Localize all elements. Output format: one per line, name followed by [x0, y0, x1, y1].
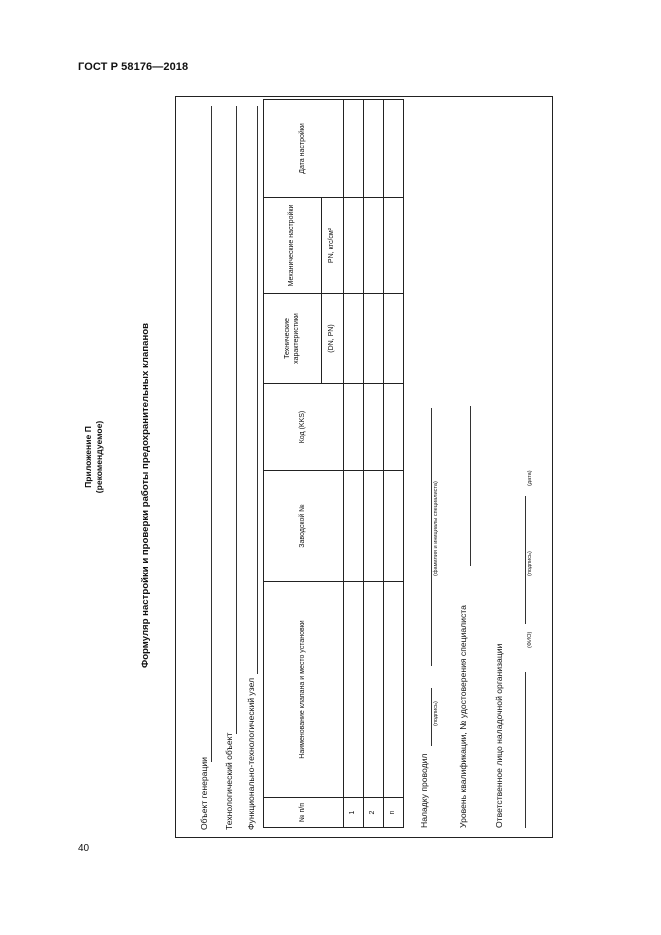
qual-label: Уровень квалификации, № удостоверения специалиста: [458, 605, 468, 828]
col-serial-header: Заводской №: [264, 471, 344, 582]
col-date-header: Дата настройки: [264, 100, 344, 198]
field-node-label: Функционально-технологический узел: [246, 677, 256, 830]
col-code-header: Код (KKS): [264, 384, 344, 471]
sign-caption: (подпись): [527, 551, 533, 576]
table-row: [384, 100, 404, 828]
col-tech-header: Технические характеристики: [264, 294, 322, 384]
adjust-name-line[interactable]: [431, 408, 432, 666]
qual-line[interactable]: [470, 406, 471, 566]
responsible-fio-line[interactable]: [525, 672, 526, 828]
responsible-date-line[interactable]: [525, 496, 526, 538]
cell-tech[interactable]: [364, 294, 384, 384]
row-number: 2: [364, 798, 384, 828]
field-object-line[interactable]: [211, 106, 212, 762]
form-title: Формуляр настройки и проверки работы предохранительных клапанов: [140, 322, 151, 668]
adjust-sign-line[interactable]: [431, 688, 432, 746]
adjust-sign-caption: (подпись): [433, 701, 439, 726]
field-tech-object-label: Технологический объект: [224, 732, 234, 830]
field-object-label: Объект генерации: [199, 757, 209, 830]
form-content: [175, 96, 553, 838]
cell-name[interactable]: [344, 582, 364, 798]
cell-mech[interactable]: [364, 198, 384, 294]
cell-date[interactable]: [384, 100, 404, 198]
responsible-sign-line[interactable]: [525, 538, 526, 624]
appendix-subtitle: (рекомендуемое): [94, 420, 105, 494]
fio-caption: (ФИО): [527, 631, 533, 648]
responsible-label: Ответственное лицо наладочной организации: [494, 643, 504, 828]
date-caption: (дата): [527, 470, 533, 486]
adjust-name-caption: (фамилия и инициалы специалиста): [433, 481, 439, 576]
standard-header: ГОСТ Р 58176—2018: [78, 61, 189, 73]
col-num-header: № п/п: [264, 798, 344, 828]
cell-date[interactable]: [344, 100, 364, 198]
cell-name[interactable]: [384, 582, 404, 798]
col-tech-subheader: (DN, PN): [322, 294, 344, 384]
col-mech-header: Механические настройки: [264, 198, 322, 294]
cell-code[interactable]: [364, 384, 384, 471]
adjust-label: Наладку проводил: [419, 753, 429, 828]
field-node-line[interactable]: [257, 106, 258, 674]
cell-code[interactable]: [344, 384, 364, 471]
cell-serial[interactable]: [364, 471, 384, 582]
cell-serial[interactable]: [344, 471, 364, 582]
cell-mech[interactable]: [384, 198, 404, 294]
col-name-header: Наименование клапана и место установки: [264, 582, 344, 798]
cell-code[interactable]: [384, 384, 404, 471]
field-tech-object-line[interactable]: [236, 106, 237, 734]
cell-date[interactable]: [364, 100, 384, 198]
table-header-row: [264, 100, 322, 828]
table-row: [364, 100, 384, 828]
table-row: [344, 100, 364, 828]
appendix-heading: [83, 397, 105, 517]
cell-name[interactable]: [364, 582, 384, 798]
row-number: 1: [344, 798, 364, 828]
appendix-title: Приложение П: [83, 426, 93, 488]
cell-mech[interactable]: [344, 198, 364, 294]
row-number: n: [384, 798, 404, 828]
cell-tech[interactable]: [384, 294, 404, 384]
cell-serial[interactable]: [384, 471, 404, 582]
valve-table: [263, 99, 404, 828]
col-mech-subheader: PN, кгс/см²: [322, 198, 344, 294]
page-number: 40: [78, 843, 90, 854]
cell-tech[interactable]: [344, 294, 364, 384]
